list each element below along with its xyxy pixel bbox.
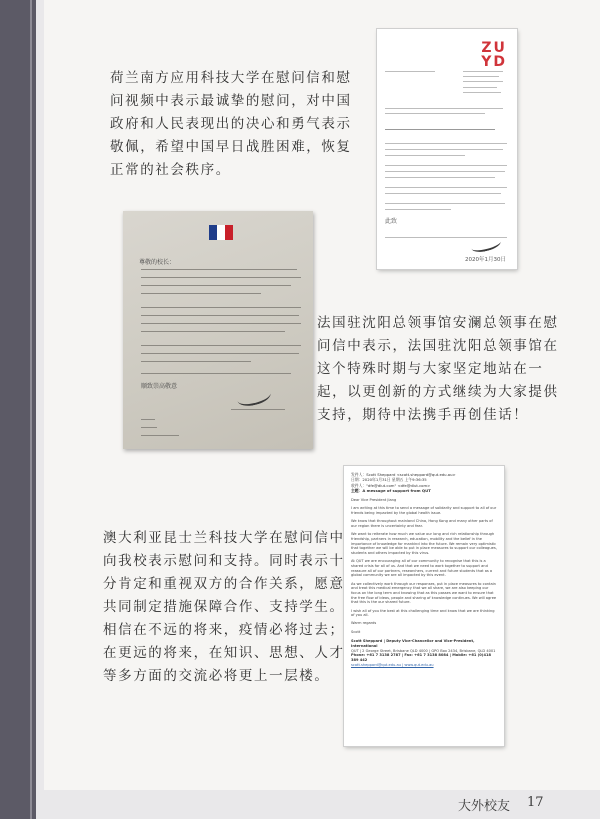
signature-name: Scott Sheppard | Deputy Vice-Chancellor and Vice-President, International: [351, 639, 475, 649]
margin-line: [30, 0, 32, 819]
email-paragraph: We know that throughout mainland China, Hong Kong and many other parts of our region there is uncertainty and fear.: [351, 519, 493, 528]
body-line: [141, 285, 291, 286]
body-line: [385, 143, 507, 144]
title-line: [231, 409, 285, 410]
magazine-page: [44, 0, 600, 790]
reference-line: [385, 113, 485, 114]
body-line: [385, 165, 507, 166]
cc-line: [141, 427, 157, 428]
email-body: [351, 498, 497, 667]
email-date: 日期：2020年1月31日 星期五 上午9:36:35: [351, 477, 427, 483]
email-paragraph: Warm regards: [351, 621, 377, 626]
body-line: [141, 269, 297, 270]
cc-line: [141, 419, 155, 420]
signature-web-link[interactable]: scott.sheppard@qut.edu.au | www.qut.edu.au: [351, 662, 434, 667]
body-line: [141, 345, 301, 346]
email-from: 发件人：Scott Sheppard <scott.sheppard@qut.edu.au>: [351, 472, 456, 477]
body-line: [385, 187, 507, 188]
french-flag-icon: [209, 225, 233, 240]
body-line: [141, 323, 301, 324]
french-letter-greeting: 尊敬的校长：: [139, 259, 176, 266]
zuyd-logo-bottom: YD: [481, 54, 507, 70]
email-to: 收件人："dfe@dlut.com" <dfe@dlut.com>: [351, 482, 431, 488]
body-line: [385, 203, 505, 204]
zuyd-date: 2020年1月30日: [465, 257, 506, 263]
body-line: [141, 315, 299, 316]
signature-phone: Phone: +61 7 3138 2787 | Fax: +61 7 3138 8084 | Mobile: +61 (0)418 389 442: [351, 653, 491, 663]
left-margin-bar: [0, 0, 36, 819]
address-line: [463, 71, 503, 72]
body-line: [385, 177, 495, 178]
body-line: [385, 155, 465, 156]
signature-address: QUT | 2 George Street, Brisbane QLD 4000 | GPO Box 2434, Brisbane, QLD 4001: [351, 648, 496, 653]
body-line: [141, 373, 291, 374]
zuyd-logo: [481, 41, 507, 69]
body-line: [141, 331, 285, 332]
salutation-line: [385, 129, 495, 130]
email-paragraph: Scott: [351, 629, 361, 634]
email-header: [351, 472, 497, 493]
qut-email: [344, 466, 504, 746]
page-number: 17: [527, 795, 544, 810]
email-paragraph: Dear Vice President Jiang: [351, 498, 397, 503]
zuyd-closing: 此致: [385, 218, 398, 225]
qut-paragraph: 澳大利亚昆士兰科技大学在慰问信中向我校表示慰问和支持。同时表示十分肯定和重视双方的合作关系，愿意共同制定措施保障合作、支持学生。相信在不远的将来，疫情必将过去；在更远的将来，在知识、思想、人才等多方面的交流必将更上一层楼。: [103, 530, 345, 684]
french-letter-closing: 顺致崇高敬意: [141, 383, 178, 390]
signature-image: [236, 385, 273, 409]
body-line: [385, 171, 505, 172]
email-paragraph: At QUT we are encouraging all of our community to recognise that this is a shared crisis for all of us. And that we need to work together to support and reassure all of our partners, researchers, current and future students that as a global community we are all impacted by this event.: [351, 559, 493, 578]
body-line: [385, 149, 503, 150]
email-paragraph: As we collectively work through our responses, put in place measures to contain and treat this medical emergency that we all share, we are also keeping our focus on the long term and knowing that as this passes we want to ensure that the free flow of ideas, people and sharing of knowledge continues. We will agree that this is the our shared future.: [351, 581, 497, 605]
zuyd-letter: [377, 29, 517, 269]
zuyd-paragraph: 荷兰南方应用科技大学在慰问信和慰问视频中表示最诚挚的慰问，对中国政府和人民表现出的决心和勇气表示敬佩，希望中国早日战胜困难，恢复正常的社会秩序。: [110, 70, 352, 178]
reference-line: [385, 108, 503, 109]
address-line: [463, 81, 503, 82]
magazine-name: 大外校友: [458, 799, 511, 814]
body-line: [141, 361, 251, 362]
cc-line: [141, 435, 179, 436]
body-line: [385, 209, 451, 210]
france-paragraph: 法国驻沈阳总领事馆安澜总领事在慰问信中表示，法国驻沈阳总领事馆在这个特殊时期与大家坚定地站在一起，以更创新的方式继续为大家提供支持，期待中法携手再创佳话！: [317, 315, 559, 423]
address-line: [463, 92, 501, 93]
address-line: [463, 87, 497, 88]
body-line: [141, 307, 301, 308]
email-paragraph: I am writing at this time to send a message of solidarity and support to all of our friends being impacted by the global health issue.: [351, 506, 497, 516]
address-line: [463, 76, 499, 77]
body-line: [141, 277, 301, 278]
body-line: [385, 193, 501, 194]
body-line: [141, 293, 261, 294]
french-consulate-letter: [123, 211, 313, 449]
body-line: [141, 353, 299, 354]
email-paragraph: I wish all of you the best at this challenging time and know that we are thinking of you all.: [351, 608, 495, 618]
address-line: [385, 71, 435, 72]
signature-image: [470, 236, 502, 255]
zuyd-logo-top: ZU: [481, 40, 507, 56]
email-paragraph: We want to reiterate how much we value our long and rich relationship through friendship, partners in research, education, mobility and the belief in the importance of knowledge for mankind into the future. We remain very optimistic that together we will be able to put in place measures to support our colleagues, students and others impacted by this virus.: [351, 532, 497, 556]
email-subject: 主题：A message of support from QUT: [351, 487, 431, 493]
